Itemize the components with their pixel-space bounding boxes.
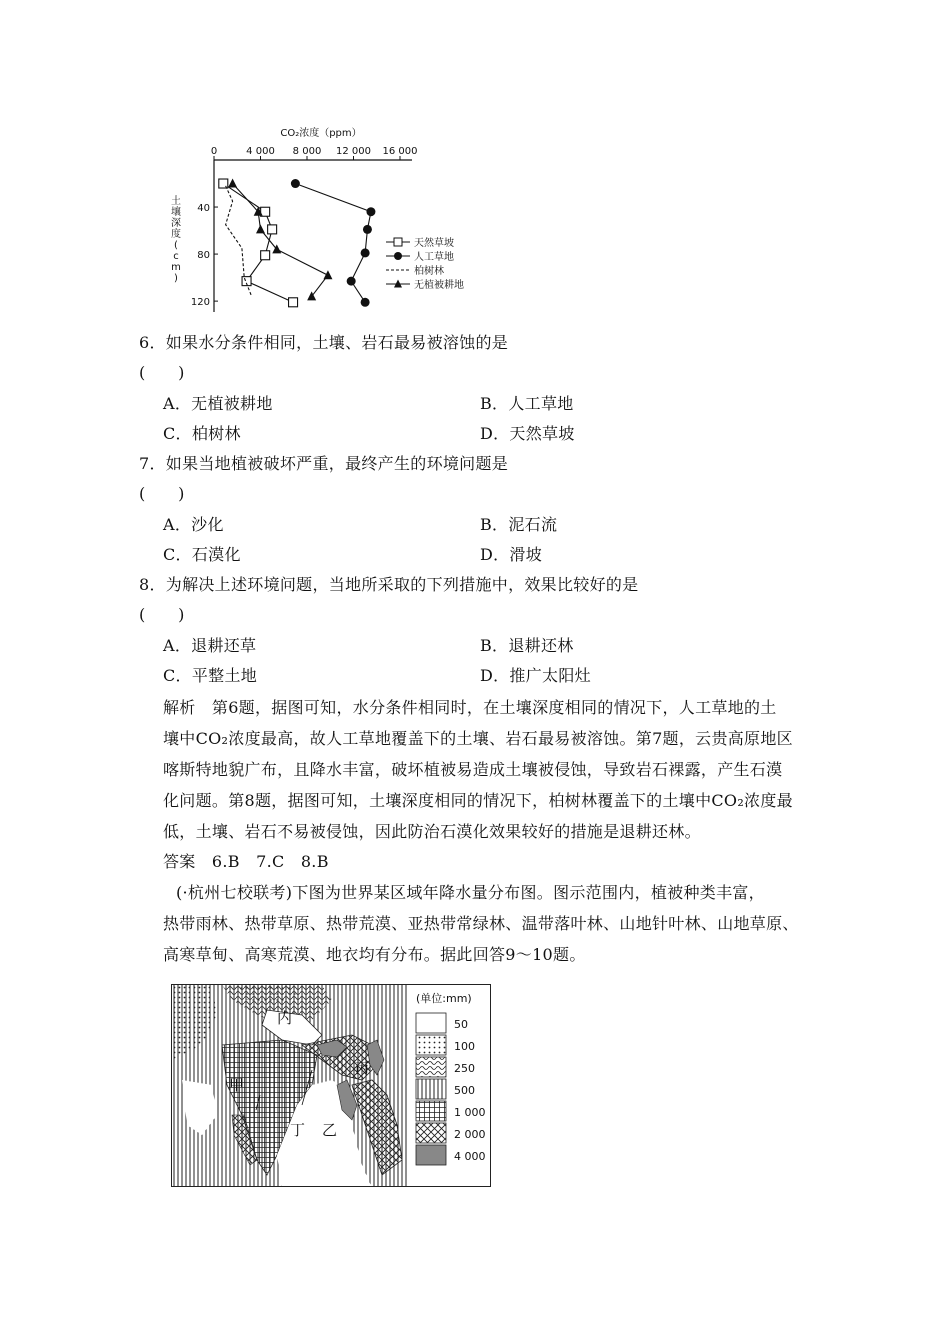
intro-line-2: 热带雨林、热带草原、热带荒漠、亚热带常绿林、温带落叶林、山地针叶林、山地草原、 — [163, 914, 799, 933]
option-d: D．天然草坡 — [480, 424, 575, 443]
point-circle — [363, 225, 372, 234]
precipitation-map — [171, 984, 491, 1187]
map-label-ding: 丁 — [290, 1121, 306, 1139]
map-legend-value: 1 000 — [454, 1106, 486, 1119]
option-a: A．沙化 — [163, 515, 224, 534]
option-b: B．退耕还林 — [480, 636, 574, 655]
legend-marker-circle — [394, 252, 402, 260]
map-legend-value: 4 000 — [454, 1150, 486, 1163]
option-a: A．无植被耕地 — [163, 394, 273, 413]
y-axis-label-char: m — [171, 262, 181, 273]
y-axis-label-char: 深 — [171, 218, 181, 229]
point-circle — [366, 207, 375, 216]
map-legend-swatch — [416, 1057, 446, 1077]
analysis-line-3: 喀斯特地貌广布，且降水丰富，破坏植被易造成土壤被侵蚀，导致岩石裸露，产生石漠 — [163, 760, 783, 779]
option-c: C．平整土地 — [163, 666, 258, 685]
point-circle — [347, 277, 356, 286]
point-square — [289, 298, 298, 307]
option-c: C．石漠化 — [163, 545, 241, 564]
legend-label: 人工草地 — [414, 252, 454, 263]
map-legend-swatch — [416, 1035, 446, 1055]
y-tick-label: 40 — [197, 203, 210, 215]
y-axis-label-char: 度 — [171, 229, 181, 240]
point-circle — [361, 248, 370, 257]
option-d: D．推广太阳灶 — [480, 666, 591, 685]
map-legend-swatch — [416, 1145, 446, 1165]
point-triangle — [323, 270, 332, 279]
map-legend-value: 50 — [454, 1018, 468, 1031]
y-axis-label-char: 土 — [171, 196, 181, 207]
y-axis-label-char: ) — [174, 273, 178, 284]
option-c: C．柏树林 — [163, 424, 241, 443]
answer-paren: ( ) — [139, 484, 185, 503]
map-legend-value: 100 — [454, 1040, 475, 1053]
x-tick-label: 4 000 — [246, 146, 275, 157]
map-legend-value: 2 000 — [454, 1128, 486, 1141]
point-triangle — [256, 224, 265, 233]
chart-title: CO₂浓度（ppm） — [280, 128, 362, 139]
legend-title: (单位:mm) — [416, 992, 472, 1005]
y-axis-label-char: ( — [174, 240, 178, 251]
analysis-line-2: 壤中CO₂浓度最高，故人工草地覆盖下的土壤、岩石最易被溶蚀。第7题，云贵高原地区 — [163, 729, 793, 748]
co2-depth-chart — [160, 120, 490, 320]
map-legend-swatch — [416, 1101, 446, 1121]
answer-line: 答案 6.B 7.C 8.B — [163, 852, 329, 871]
y-axis-label-char: 壤 — [171, 207, 181, 218]
point-triangle — [228, 179, 237, 188]
precipitation-map-graphic — [172, 985, 491, 1187]
map-label-jia: 甲 — [229, 1076, 245, 1094]
analysis-line-4: 化问题。第8题，据图可知，土壤深度相同的情况下，柏树林覆盖下的土壤中CO₂浓度最 — [163, 791, 793, 810]
legend-label: 无植被耕地 — [414, 280, 464, 291]
intro-line-3: 高寒草甸、高寒荒漠、地衣均有分布。据此回答9～10题。 — [163, 945, 586, 964]
y-tick-label: 80 — [197, 250, 210, 262]
map-legend-swatch — [416, 1123, 446, 1143]
point-circle — [291, 179, 300, 188]
x-tick-label: 0 — [210, 146, 218, 157]
map-legend-swatch — [416, 1013, 446, 1033]
intro-line-1: (·杭州七校联考)下图为世界某区域年降水量分布图。图示范围内，植被种类丰富， — [176, 883, 765, 902]
y-tick-label: 120 — [190, 297, 210, 309]
series-line-circle — [295, 184, 371, 303]
question-stem: 7．如果当地植被破坏严重，最终产生的环境问题是 — [139, 454, 509, 473]
x-tick-label: 16 000 — [382, 146, 418, 157]
map-legend-value: 500 — [454, 1084, 475, 1097]
map-label-bing: 丙 — [355, 1061, 369, 1077]
question-stem: 8．为解决上述环境问题，当地所采取的下列措施中，效果比较好的是 — [139, 575, 639, 594]
point-square — [261, 251, 270, 260]
analysis-line-1: 解析 第6题，据图可知，水分条件相同时，在土壤深度相同的情况下，人工草地的土 — [163, 698, 777, 717]
map-legend-value: 250 — [454, 1062, 475, 1075]
answer-paren: ( ) — [139, 605, 185, 624]
point-circle — [361, 298, 370, 307]
legend-marker-square — [394, 238, 402, 246]
question-stem: 6．如果水分条件相同，土壤、岩石最易被溶蚀的是 — [139, 333, 509, 352]
option-d: D．滑坡 — [480, 545, 543, 564]
legend-label: 天然草坡 — [414, 238, 454, 249]
answer-paren: ( ) — [139, 363, 185, 382]
series-line-square — [223, 184, 293, 303]
map-label-yi: 乙 — [322, 1121, 338, 1139]
option-b: B．泥石流 — [480, 515, 558, 534]
option-b: B．人工草地 — [480, 394, 574, 413]
analysis-line-5: 低，土壤、岩石不易被侵蚀，因此防治石漠化效果较好的措施是退耕还林。 — [163, 822, 701, 841]
point-square — [268, 225, 277, 234]
x-tick-label: 8 000 — [292, 146, 322, 157]
y-axis-label-char: c — [173, 251, 179, 262]
map-legend-swatch — [416, 1079, 446, 1099]
legend-label: 柏树林 — [414, 266, 444, 277]
map-label-nei: 内 — [277, 1009, 293, 1027]
option-a: A．退耕还草 — [163, 636, 257, 655]
x-tick-label: 12 000 — [336, 146, 371, 157]
